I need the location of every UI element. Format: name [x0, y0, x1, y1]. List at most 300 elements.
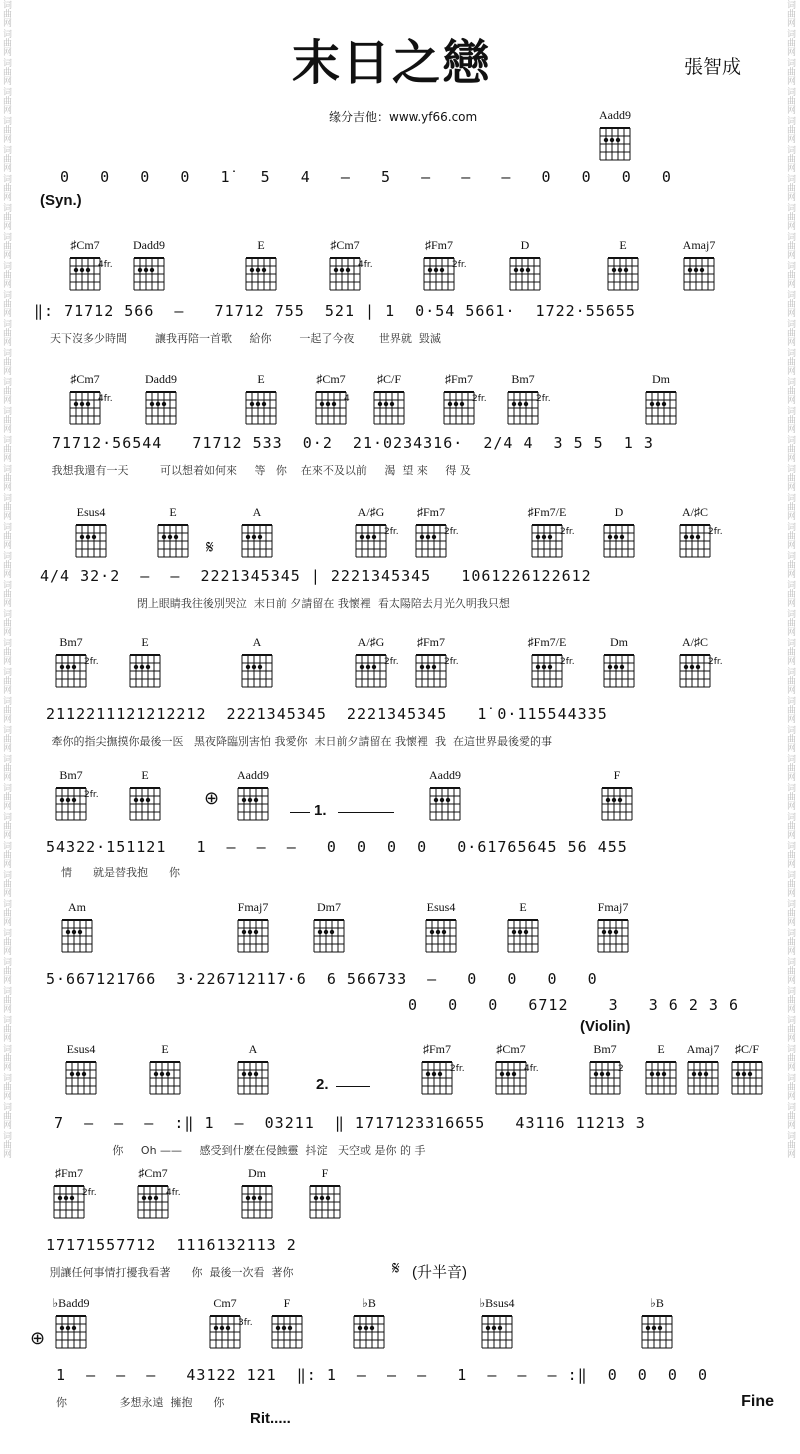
chord-diagram: [230, 1166, 284, 1222]
chord-grid: [505, 916, 541, 956]
fine-label: Fine: [741, 1393, 774, 1410]
ending-bracket: [336, 1086, 370, 1087]
chord-diagram: [118, 768, 172, 824]
chord-diagram: [404, 635, 458, 691]
chord-name: Dm: [610, 635, 628, 649]
fret-marker: 2fr.: [444, 527, 459, 537]
chord-diagram: [668, 505, 722, 561]
chord-name: Fmaj7: [597, 900, 629, 914]
segno-symbol: 𝄋: [206, 537, 214, 558]
notation-line: 5·667121766 3·2267121̇1̇7·6 6 566733 — 0 0 0 0: [46, 970, 598, 988]
watermark-text: 词曲网: [1, 319, 11, 346]
chord-diagram: [302, 900, 356, 956]
chord-name: ♯Cm7: [330, 238, 360, 252]
chord-diagram: [198, 1296, 252, 1352]
intro-row: [0, 108, 800, 208]
fret-marker: 2fr.: [450, 1064, 465, 1074]
chord-name: ♯Fm7: [416, 635, 445, 649]
violin-label: (Violin): [580, 1018, 631, 1035]
chord-diagram: [412, 238, 466, 294]
watermark-text: 词曲网: [785, 870, 795, 897]
chord-diagram: [44, 1296, 98, 1352]
chord-name: E: [519, 900, 527, 914]
watermark-text: 词曲网: [1, 841, 11, 868]
watermark-text: 词曲网: [785, 551, 795, 578]
chord-name: Dm: [248, 1166, 266, 1180]
watermark-text: 词曲网: [1, 0, 11, 27]
chord-name: ♭B: [362, 1296, 376, 1310]
chord-diagram: [50, 900, 104, 956]
chord-name: Bm7: [593, 1042, 617, 1056]
chord-grid: [605, 254, 641, 294]
chord-grid: [269, 1312, 305, 1352]
chord-diagram: [590, 108, 640, 164]
chord-name: Aadd9: [429, 768, 461, 782]
chord-name: A/♯G: [357, 635, 385, 649]
watermark-text: 词曲网: [1, 870, 11, 897]
chord-grid: [59, 916, 95, 956]
chord-grid: [599, 784, 635, 824]
chord-diagram: [592, 505, 646, 561]
fret-marker: 4fr.: [98, 260, 113, 270]
chord-diagram: [496, 900, 550, 956]
notation-line: 2112211121212212 2221345345 2221345345 1̇ 0·115544335: [46, 705, 608, 723]
chord-name: ♯Cm7: [70, 238, 100, 252]
chord-grid: [73, 521, 109, 561]
watermark-text: 词曲网: [1, 754, 11, 781]
notation-line-violin: 0 0 0 6712 3 3 6 2 3 6: [408, 996, 740, 1014]
ritardando-label: Rit.....: [250, 1410, 291, 1427]
chord-name: E: [169, 505, 177, 519]
watermark-text: 词曲网: [785, 174, 795, 201]
fret-marker: 4: [344, 394, 350, 404]
chord-grid: [235, 784, 271, 824]
watermark-text: 词曲网: [1, 1015, 11, 1042]
chord-diagram: [230, 505, 284, 561]
chord-name: Amaj7: [682, 238, 716, 252]
chord-diagram: [344, 505, 398, 561]
watermark-text: 词曲网: [1, 1102, 11, 1129]
chord-diagram: [64, 505, 118, 561]
watermark-text: 词曲网: [1, 232, 11, 259]
watermark-text: 词曲网: [1, 609, 11, 636]
watermark-text: 词曲网: [785, 1102, 795, 1129]
chord-name: Dadd9: [133, 238, 165, 252]
chord-grid: [601, 521, 637, 561]
chord-grid: [127, 784, 163, 824]
lyrics-line: 我想我還有一天 可以想着如何來 等 你 在來不及以前 渴 望 來 得 及: [48, 464, 471, 477]
notation-row: [0, 1296, 800, 1446]
watermark-text: 词曲网: [1, 464, 11, 491]
chord-name: ♯Cm7: [70, 372, 100, 386]
watermark-text: 词曲网: [1, 174, 11, 201]
watermark-text: 词曲网: [1, 638, 11, 665]
fret-marker: 4fr.: [166, 1188, 181, 1198]
notation-row: [0, 372, 800, 482]
chord-grid: [351, 1312, 387, 1352]
coda-symbol: ⊕: [30, 1328, 46, 1349]
lyrics-line: 天下沒多少時間 讓我再陪一首歌 給你 一起了今夜 世界就 毀滅: [36, 332, 441, 345]
fret-marker: 3fr.: [238, 1318, 253, 1328]
notation-row: [0, 900, 800, 1040]
watermark-text: 词曲网: [785, 435, 795, 462]
chord-diagram: [58, 238, 112, 294]
chord-grid: [595, 916, 631, 956]
chord-diagram: [304, 372, 358, 428]
notation-line: 71712·56544 71712 533 0·2 21·0234316· 2/4 4 3 5 5 1 3: [52, 434, 654, 452]
chord-name: Esus4: [66, 1042, 96, 1056]
chord-diagram: [362, 372, 416, 428]
chord-grid: [685, 1058, 721, 1098]
chord-grid: [681, 254, 717, 294]
notation-row: [0, 238, 800, 348]
fret-marker: 2fr.: [444, 657, 459, 667]
chord-name: ♭B: [650, 1296, 664, 1310]
chord-name: Fmaj7: [237, 900, 269, 914]
lyrics-line: 你 Oh —— 感受到什麼在侵蝕靈 抖淀 天空或 是你 的 手: [46, 1144, 426, 1157]
fret-marker: 2fr.: [708, 527, 723, 537]
watermark-text: 词曲网: [785, 841, 795, 868]
watermark-text: 词曲网: [1, 377, 11, 404]
watermark-text: 词曲网: [1, 986, 11, 1013]
watermark-text: 词曲网: [1, 812, 11, 839]
watermark-text: 词曲网: [1, 725, 11, 752]
chord-name: E: [141, 768, 149, 782]
chord-name: ♯Fm7: [424, 238, 453, 252]
chord-name: ♯C/F: [734, 1042, 759, 1056]
watermark-text: 词曲网: [1, 696, 11, 723]
watermark-text: 词曲网: [1, 116, 11, 143]
chord-name: ♯Fm7/E: [527, 505, 567, 519]
chord-diagram: [672, 238, 726, 294]
watermark-text: 词曲网: [785, 319, 795, 346]
chord-diagram: [126, 1166, 180, 1222]
fret-marker: 2fr.: [560, 527, 575, 537]
chord-grid: [307, 1182, 343, 1222]
segno-symbol: 𝄋: [392, 1258, 400, 1279]
notation-line: 54322·151121 1 — — — 0 0 0 0 0·61765645 56 455: [46, 838, 628, 856]
watermark-text: 词曲网: [1, 29, 11, 56]
chord-name: ♯Cm7: [138, 1166, 168, 1180]
chord-name: F: [283, 1296, 291, 1310]
chord-grid: [243, 254, 279, 294]
lyrics-line: 你 多想永遠 擁抱 你: [56, 1396, 225, 1409]
chord-diagram: [668, 635, 722, 691]
watermark-text: 词曲网: [785, 290, 795, 317]
watermark-text: 词曲网: [785, 203, 795, 230]
watermark-text: 词曲网: [1, 522, 11, 549]
chord-diagram: [586, 900, 640, 956]
chord-diagram: [134, 372, 188, 428]
fret-marker: 2fr.: [82, 1188, 97, 1198]
lyrics-line: 別讓任何事情打擾我看著 你 最後一次看 著你: [46, 1266, 294, 1279]
chord-name: A/♯C: [681, 505, 708, 519]
chord-name: Dm: [652, 372, 670, 386]
watermark-text: 词曲网: [785, 899, 795, 926]
watermark-text: 词曲网: [785, 232, 795, 259]
first-ending-label: 1.: [314, 802, 327, 819]
watermark-text: 词曲网: [1, 406, 11, 433]
fret-marker: 4fr.: [524, 1064, 539, 1074]
chord-diagram: [520, 505, 574, 561]
chord-diagram: [470, 1296, 524, 1352]
chord-name: A: [252, 505, 262, 519]
chord-diagram: [58, 372, 112, 428]
chord-name: ♯Fm7: [54, 1166, 83, 1180]
chord-diagram: [592, 635, 646, 691]
chord-diagram: [596, 238, 650, 294]
chord-grid: [239, 521, 275, 561]
watermark-text: 词曲网: [785, 580, 795, 607]
watermark-text: 词曲网: [785, 29, 795, 56]
chord-name: F: [321, 1166, 329, 1180]
fret-marker: 2fr.: [384, 657, 399, 667]
chord-name: Dadd9: [145, 372, 177, 386]
watermark-text: 词曲网: [1, 58, 11, 85]
fret-marker: 2: [618, 1064, 624, 1074]
watermark-text: 词曲网: [1, 261, 11, 288]
chord-name: E: [257, 372, 265, 386]
chord-name: ♯Fm7: [422, 1042, 451, 1056]
chord-name: A/♯C: [681, 635, 708, 649]
chord-name: Bm7: [511, 372, 535, 386]
chord-name: D: [520, 238, 530, 252]
chord-name: ♭Badd9: [52, 1296, 90, 1310]
watermark-text: 词曲网: [785, 1015, 795, 1042]
fret-marker: 2fr.: [536, 394, 551, 404]
chord-name: Esus4: [426, 900, 456, 914]
chord-diagram: [230, 635, 284, 691]
chord-name: Dm7: [317, 900, 341, 914]
fret-marker: 4fr.: [358, 260, 373, 270]
watermark-text: 词曲网: [785, 1044, 795, 1071]
chord-grid: [235, 1058, 271, 1098]
chord-name: Bm7: [59, 768, 83, 782]
chord-grid: [643, 388, 679, 428]
source-credit: 缘分吉他：www.yf66.com: [329, 110, 478, 124]
watermark-text: 词曲网: [785, 812, 795, 839]
chord-diagram: [318, 238, 372, 294]
watermark-text: 词曲网: [785, 116, 795, 143]
chord-diagram: [720, 1042, 774, 1098]
watermark-text: 词曲网: [1, 667, 11, 694]
fret-marker: 2fr.: [708, 657, 723, 667]
lyrics-line: 情 就是替我抱 你: [54, 866, 180, 879]
notation-row: [0, 1166, 800, 1286]
chord-diagram: [342, 1296, 396, 1352]
second-ending-label: 2.: [316, 1076, 329, 1093]
chord-name: F: [613, 768, 621, 782]
watermark-text: 词曲网: [785, 725, 795, 752]
chord-diagram: [418, 768, 472, 824]
chord-diagram: [54, 1042, 108, 1098]
chord-diagram: [432, 372, 486, 428]
chord-diagram: [298, 1166, 352, 1222]
chord-diagram: [44, 768, 98, 824]
watermark-text: 词曲网: [785, 1073, 795, 1100]
chord-name: ♯Fm7: [444, 372, 473, 386]
chord-diagram: [234, 372, 288, 428]
chord-diagram: [634, 372, 688, 428]
chord-diagram: [138, 1042, 192, 1098]
chord-grid: [243, 388, 279, 428]
watermark-text: 词曲网: [785, 145, 795, 172]
chord-grid: [147, 1058, 183, 1098]
watermark-text: 词曲网: [785, 464, 795, 491]
watermark-text: 词曲网: [785, 1131, 795, 1158]
notation-line: 7 — — — :‖ 1 — 03211 ‖ 1717123316655 43116 11213 3: [54, 1114, 646, 1132]
chord-grid: [235, 916, 271, 956]
chord-grid: [479, 1312, 515, 1352]
chord-diagram: [344, 635, 398, 691]
chord-diagram: [520, 635, 574, 691]
chord-diagram: [260, 1296, 314, 1352]
watermark-text: 词曲网: [1, 1073, 11, 1100]
chord-grid: [53, 1312, 89, 1352]
chord-diagram: [410, 1042, 464, 1098]
chord-diagram: [484, 1042, 538, 1098]
notation-line: 0 0 0 0 1̇ 5 4 — 5 — — — 0 0 0 0: [60, 168, 672, 186]
notation-row: [0, 768, 800, 888]
watermark-text: 词曲网: [785, 377, 795, 404]
watermark-text: 词曲网: [1, 145, 11, 172]
chord-name: Aadd9: [599, 108, 631, 122]
chord-name: E: [657, 1042, 665, 1056]
chord-diagram: [496, 372, 550, 428]
chord-name: D: [614, 505, 624, 519]
fret-marker: 2fr.: [84, 790, 99, 800]
fret-marker: 2fr.: [472, 394, 487, 404]
chord-name: Am: [68, 900, 86, 914]
watermark-text: 词曲网: [1, 1131, 11, 1158]
syn-label: (Syn.): [40, 192, 82, 209]
watermark-text: 词曲网: [785, 609, 795, 636]
chord-name: E: [141, 635, 149, 649]
chord-diagram: [590, 768, 644, 824]
watermark-text: 词曲网: [1, 899, 11, 926]
chord-name: ♯Fm7/E: [527, 635, 567, 649]
watermark-text: 词曲网: [785, 261, 795, 288]
watermark-text: 词曲网: [785, 58, 795, 85]
watermark-text: 词曲网: [785, 783, 795, 810]
watermark-text: 词曲网: [785, 348, 795, 375]
fret-marker: 2fr.: [452, 260, 467, 270]
chord-name: Bm7: [59, 635, 83, 649]
chord-diagram: [118, 635, 172, 691]
artist-name: 張智成: [684, 56, 742, 78]
fret-marker: 2fr.: [560, 657, 575, 667]
chord-name: ♯C/F: [376, 372, 401, 386]
fret-marker: 4fr.: [98, 394, 113, 404]
chord-name: ♯Cm7: [316, 372, 346, 386]
chord-name: Esus4: [76, 505, 106, 519]
chord-diagram: [226, 1042, 280, 1098]
chord-grid: [311, 916, 347, 956]
ending-bracket: [290, 812, 310, 813]
chord-name: ♯Fm7: [416, 505, 445, 519]
notation-row: [0, 635, 800, 747]
chord-name: Cm7: [213, 1296, 237, 1310]
chord-name: E: [619, 238, 627, 252]
watermark-text: 词曲网: [1, 1044, 11, 1071]
notation-line: ‖: 71712 566 — 71712 755 521 | 1 0·54 5661· 1722·55655: [34, 302, 636, 320]
chord-grid: [639, 1312, 675, 1352]
chord-grid: [507, 254, 543, 294]
watermark-text: 词曲网: [785, 986, 795, 1013]
watermark-text: 词曲网: [1, 783, 11, 810]
watermark-text: 词曲网: [785, 957, 795, 984]
watermark-text: 词曲网: [1, 493, 11, 520]
chord-name: Aadd9: [237, 768, 269, 782]
chord-grid: [729, 1058, 765, 1098]
chord-grid: [597, 124, 633, 164]
chord-diagram: [234, 238, 288, 294]
chord-diagram: [414, 900, 468, 956]
watermark-text: 词曲网: [1, 290, 11, 317]
chord-grid: [131, 254, 167, 294]
watermark-text: 词曲网: [1, 928, 11, 955]
watermark-text: 词曲网: [785, 0, 795, 27]
chord-diagram: [42, 1166, 96, 1222]
chord-name: ♭Bsus4: [479, 1296, 515, 1310]
notation-line: 4/4 32·2 — — 2221345345 | 2221345345 1061226122612: [40, 567, 592, 585]
song-title: 末日之戀: [292, 35, 493, 91]
watermark-text: 词曲网: [1, 580, 11, 607]
coda-symbol: ⊕: [204, 788, 220, 809]
chord-grid: [143, 388, 179, 428]
ending-bracket: [338, 812, 394, 813]
watermark-text: 词曲网: [785, 928, 795, 955]
watermark-text: 词曲网: [785, 754, 795, 781]
watermark-text: 词曲网: [1, 435, 11, 462]
watermark-text: 词曲网: [1, 348, 11, 375]
watermark-text: 词曲网: [785, 667, 795, 694]
chord-diagram: [226, 768, 280, 824]
notation-row: [0, 1042, 800, 1162]
fret-marker: 2fr.: [384, 527, 399, 537]
chord-grid: [127, 651, 163, 691]
lyrics-line: 閉上眼睛我往後別哭泣 末日前 夕請留在 我懷裡 看太陽陪去月光久明我只想: [46, 597, 510, 610]
watermark-text: 词曲网: [1, 87, 11, 114]
chord-name: E: [161, 1042, 169, 1056]
chord-diagram: [578, 1042, 632, 1098]
key-change-label: (升半音): [412, 1264, 467, 1281]
chord-diagram: [630, 1296, 684, 1352]
chord-grid: [427, 784, 463, 824]
chord-diagram: [44, 635, 98, 691]
chord-grid: [371, 388, 407, 428]
chord-grid: [643, 1058, 679, 1098]
chord-grid: [423, 916, 459, 956]
fret-marker: 2fr.: [84, 657, 99, 667]
watermark-text: 词曲网: [785, 87, 795, 114]
watermark-text: 词曲网: [785, 522, 795, 549]
notation-row: [0, 505, 800, 617]
chord-grid: [239, 1182, 275, 1222]
notation-line: 1 — — — 43122 121 ‖: 1 — — — 1 — — — :‖ 0 0 0 0: [56, 1366, 708, 1384]
watermark-text: 词曲网: [785, 406, 795, 433]
chord-name: A/♯G: [357, 505, 385, 519]
watermark-text: 词曲网: [1, 203, 11, 230]
watermark-text: 词曲网: [1, 551, 11, 578]
notation-line: 17171557712 1116132113 2: [46, 1236, 297, 1254]
watermark-text: 词曲网: [785, 696, 795, 723]
chord-diagram: [122, 238, 176, 294]
chord-grid: [601, 651, 637, 691]
chord-grid: [63, 1058, 99, 1098]
chord-name: E: [257, 238, 265, 252]
lyrics-line: 牽你的指尖撫摸你最後一医 黑夜降臨別害怕 我愛你 末日前夕請留在 我懷裡 我 在這世界最後愛的事: [48, 735, 552, 748]
